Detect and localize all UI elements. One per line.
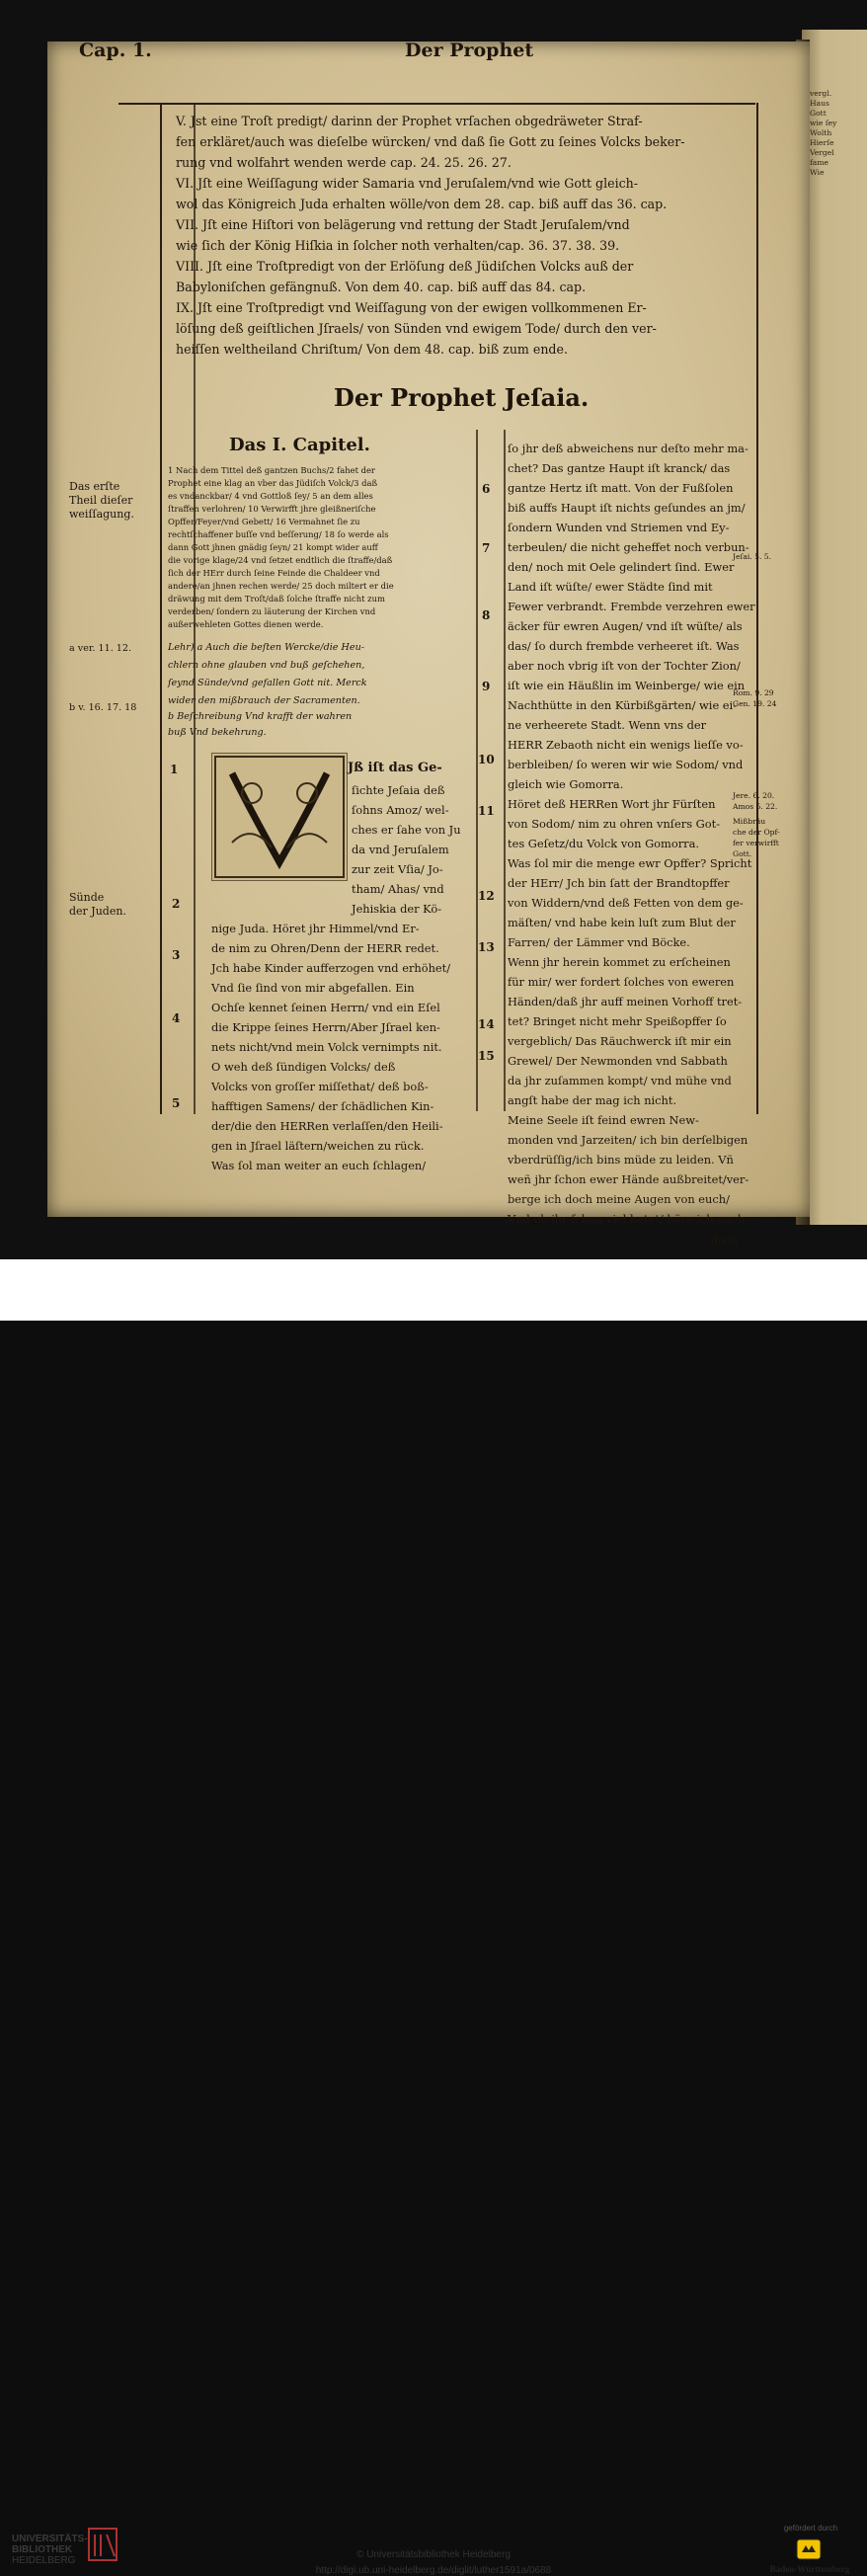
text-line: Ochſe kennet ſeinen Herrn/ vnd ein Eſel [211,1001,440,1014]
verse-number: 8 [482,608,491,622]
text-line: Jß iſt das Ge- [348,761,442,775]
text-line: Händen/daß jhr auff meinen Vorhoff tret- [508,995,743,1008]
facing-page-fragment-text: vergl. Haus Gott wie ſey Wolth Hierſe Vergel fame Wie [810,89,837,177]
text-line: hafftigen Samens/ der ſchädlichen Kin- [211,1099,434,1113]
text-line: chet? Das gantze Haupt iſt kranck/ das [508,461,731,475]
running-header-chapter: Cap. 1. [79,40,152,61]
margin-ref-jesai: Jeſai. 5. 5. [733,552,772,561]
summary-line: rung vnd wolfahrt wenden werde cap. 24. 25. 26. 27. [176,155,512,170]
verse-number: 3 [172,948,181,962]
text-line: nets nicht/vnd mein Volck vernimpts nit. [211,1040,442,1054]
note-line: chlern ohne glauben vnd buß geſchehen, [168,660,365,671]
margin-ref-rom [733,687,776,709]
margin-line: che der Opf- [733,828,780,837]
text-line: Was ſol man weiter an euch ſchlagen/ [211,1159,427,1172]
margin-line: Gen. 19. 24 [733,699,777,708]
verse-number: 2 [172,897,181,911]
summary-line: löſung deß geiſtlichen Jſraels/ von Sünden vnd ewigem Tode/ durch den ver- [176,321,657,336]
margin-missbrauch [733,816,780,859]
permalink-url[interactable]: http://digi.ub.uni-heidelberg.de/diglit/luther1591a/0688 [315,2565,552,2576]
argument-line: ſtraffen verlohren/ 10 Verwirfft jhre gleißneriſche [168,504,376,514]
copyright-text: © Universitätsbibliothek Heidelberg [356,2549,511,2560]
sponsor-label: gefördert durch [783,2524,838,2533]
text-line: weñ jhr ſchon ewer Hände außbreitet/ver- [508,1172,749,1186]
summary-line: IX. Jſt eine Troſtpredigt vnd Weiſſagung von der ewigen vollkommenen Er- [176,300,647,315]
column-divider-right [504,430,506,1111]
library-name-line: HEIDELBERG [12,2555,76,2566]
text-line: biß auffs Haupt iſt nichts geſundes an jm/ [508,501,746,515]
scan-viewer [0,0,867,1259]
argument-line: die vorige klage/24 vnd ſetzet endtlich die ſtraffe/daß [168,555,393,565]
verse-number: 13 [478,940,495,954]
viewer-footer [0,1259,867,2576]
margin-line: weiſſagung. [69,508,134,521]
text-line: Jehiskia der Kö- [352,902,442,916]
text-line: ne verheerete Stadt. Wenn vns der [508,718,707,732]
text-line: da vnd Jeruſalem [352,843,449,856]
verse-number: 15 [478,1049,495,1063]
text-line: angſt habe der mag ich nicht. [508,1093,677,1107]
column-divider-left [476,430,478,1111]
text-line: Jch habe Kinder aufferzogen vnd erhöhet/ [211,961,451,975]
text-line: Fewer verbrandt. Frembde verzehren ewer [508,600,755,613]
summary-line: VII. Jſt eine Hiſtori von belägerung vnd rettung der Stadt Jeruſalem/vnd [176,217,630,232]
verse-number: 6 [482,482,491,496]
summary-line: wol das Königreich Juda erhalten wölle/von dem 28. cap. biß auff das 36. cap. [176,197,668,211]
argument-line: ſich der HErr durch ſeine Feinde die Chaldeer vnd [168,568,380,578]
verse-number: 14 [478,1017,495,1031]
text-line: das/ ſo durch frembde verheeret iſt. Was [508,639,740,653]
text-line: mäſten/ vnd habe kein luſt zum Blut der [508,916,736,929]
summary-line: fen erkläret/auch was dieſelbe würcken/ vnd daß ſie Gott zu ſeines Volcks beker- [176,134,685,149]
margin-line: Mißbräu [733,817,766,826]
argument-line: es vndanckbar/ 4 vnd Gottloß ſey/ 5 an dem alles [168,491,373,501]
text-line: ſo jhr deß abweichens nur deſto mehr ma- [508,442,749,455]
summary-line: wie ſich der König Hiſkia in ſolcher noth verhalten/cap. 36. 37. 38. 39. [176,238,620,253]
facing-page-edge [802,30,867,1225]
margin-ref-a: a ver. 11. 12. [69,643,132,654]
text-line: äcker für ewren Augen/ vnd iſt wüſte/ als [508,619,743,633]
text-line: ſichte Jeſaia deß [352,783,445,797]
margin-ref-jere [733,790,777,812]
verse-number: 7 [482,541,491,555]
note-line: wider den mißbrauch der Sacramenten. [168,695,360,706]
text-line: die Krippe ſeines Herrn/Aber Jſrael ken- [211,1020,440,1034]
argument-line: Prophet eine klag an vber das Jüdiſch Volck/3 daß [168,478,378,488]
text-line: berge ich doch meine Augen von euch/ [508,1192,730,1206]
verse-number: 10 [478,753,495,766]
sponsor-name[interactable]: Baden-Württemberg [769,2564,850,2574]
summary-line: Babyloniſchen gefängnuß. Von dem 40. cap. biß auff das 84. cap. [176,280,587,294]
text-line: nige Juda. Höret jhr Himmel/vnd Er- [211,922,420,935]
verse-number: 11 [478,804,495,818]
text-line: tet? Bringet nicht mehr Speißopffer ſo [508,1014,727,1028]
text-line: gleich wie Gomorra. [508,777,624,791]
text-line: monden vnd Jarzeiten/ ich bin derſelbigen [508,1133,749,1147]
margin-das-erste-theil [69,480,134,522]
argument-line: verderben/ ſondern zu läuterung der Kirchen vnd [168,606,376,616]
text-line: Wenn jhr herein kommet zu erſcheinen [508,955,731,969]
argument-line: dann Gott jhnen gnädig ſeyn/ 21 kompt wider auff [168,542,378,552]
margin-ref-b: b v. 16. 17. 18 [69,702,137,713]
verse-number: 9 [482,680,491,693]
note-line: Lehr) a Auch die beſten Wercke/die Heu- [168,642,364,653]
text-line: gen in Jſrael läſtern/weichen zu rück. [211,1139,425,1153]
text-line: Farren/ der Lämmer vnd Böcke. [508,935,690,949]
running-header-title: Der Prophet [405,40,534,61]
text-line: von Widdern/vnd deß Fetten von dem ge- [508,896,744,910]
argument-line: andere/an jhnen rechen werde/ 25 doch miltert er die [168,581,394,591]
text-line: gantze Hertz iſt matt. Von der Fußſolen [508,481,734,495]
text-line: HERR Zebaoth nicht ein wenigs lieſſe vo- [508,738,744,752]
argument-line: rechtſchaffener buſſe vnd beſſerung/ 18 ſo werde als [168,529,389,539]
text-line: aber noch vbrig iſt von der Tochter Zion/ [508,659,741,673]
ornamental-initial-v [211,753,348,881]
argument-line: Opffer/Feyer/vnd Gebett/ 16 Vermahnet ſie zu [168,517,360,526]
text-line: Was ſol mir die menge ewr Opffer? Spricht [508,856,752,870]
text-line: tes Geſetz/du Volck von Gomorra. [508,837,699,850]
catchword: doch [711,1235,738,1248]
library-name-line: UNIVERSITÄTS- [12,2534,88,2544]
text-line: de nim zu Ohren/Denn der HERR redet. [211,941,439,955]
text-line: Höret deß HERRen Wort jhr Fürſten [508,797,716,811]
text-line: von Sodom/ nim zu ohren vnſers Got- [508,817,721,831]
text-line: zur zeit Vſia/ Jo- [352,862,443,876]
right-margin-rule [756,103,758,1114]
verse-number: 4 [172,1011,181,1025]
state-crest-icon [796,2538,822,2560]
text-line: vergeblich/ Das Räuchwerck iſt mir ein [508,1034,732,1048]
margin-line: Gott. [733,849,752,858]
text-line: ches er ſahe von Ju [352,823,461,837]
text-line: tham/ Ahas/ vnd [352,882,444,896]
text-line: Vnd ob jhr ſchon viel betet/ höre ich euch [508,1212,746,1226]
text-line: Nachthütte in den Kürbißgärten/ wie ei- [508,698,738,712]
margin-line: Amos 5. 22. [733,802,778,811]
text-line: berbleiben/ ſo weren wir wie Sodom/ vnd [508,758,744,771]
text-line: terbeulen/ die nicht geheffet noch verbun- [508,540,749,554]
margin-line: Rom. 9. 29 [733,688,774,697]
text-line: da jhr zuſammen kompt/ vnd mühe vnd [508,1074,732,1087]
argument-line: außerwehleten Gottes dienen werde. [168,619,324,629]
text-line: O weh deß ſündigen Volcks/ deß [211,1060,396,1074]
header-rule [118,103,755,105]
text-line: Volcks von groſſer miſſethat/ deß boß- [211,1080,429,1093]
margin-line: Theil dieſer [69,494,133,507]
text-line: iſt wie ein Häußlin im Weinberge/ wie ein [508,679,746,692]
margin-suende [69,891,126,919]
verse-number: 1 [170,763,179,776]
text-line: ſondern Wunden vnd Striemen vnd Ey- [508,521,730,534]
text-line: Meine Seele iſt feind ewren New- [508,1113,699,1127]
margin-line: der Juden. [69,905,126,918]
text-line: vberdrüſſig/ich bins müde zu leiden. Vñ [508,1153,734,1167]
margin-line: fer verwirfft [733,839,779,847]
argument-line: dräwung mit dem Troſt/daß ſolche ſtraffe nicht zum [168,594,385,604]
note-line: ſeynd Sünde/vnd gefallen Gott nit. Merck [168,678,367,688]
text-line: ſohns Amoz/ wel- [352,803,449,817]
text-line: der/die den HERRen verlaſſen/den Heili- [211,1119,443,1133]
summary-line: VI. Jſt eine Weiſſagung wider Samaria vnd Jeruſalem/vnd wie Gott gleich- [176,176,639,191]
verse-number: 12 [478,889,495,903]
note-line: buß Vnd bekehrung. [168,727,267,738]
text-line: für mir/ wer fordert ſolches von eweren [508,975,735,989]
summary-line: V. Jst eine Troſt predigt/ darinn der Prophet vrſachen obgedräweter Straf- [176,114,643,128]
margin-line: Das erſte [69,480,120,493]
text-line: den/ noch mit Oele gelindert ſind. Ewer [508,560,735,574]
summary-line: VIII. Jſt eine Troſtpredigt von der Erlöſung deß Jüdiſchen Volcks auß der [176,259,634,274]
ornament-icon [212,754,347,880]
left-margin-rule [160,103,162,1114]
chapter-title: Das I. Capitel. [229,435,370,455]
text-line: der HErr/ Jch bin ſatt der Brandtopffer [508,876,730,890]
library-name-line: BIBLIOTHEK [12,2544,73,2555]
margin-line: Sünde [69,891,105,904]
text-line: Vnd ſie ſind von mir abgefallen. Ein [211,981,415,995]
summary-line: heiſſen weltheiland Chriſtum/ Von dem 48. cap. biß zum ende. [176,342,568,357]
note-line: b Beſchreibung Vnd krafft der wahren [168,711,353,722]
margin-line: Jere. 6. 20. [733,791,775,800]
verse-number: 5 [172,1096,181,1110]
text-line: Land iſt wüſte/ ewer Städte ſind mit [508,580,713,594]
argument-line: 1 Nach dem Tittel deß gantzen Buchs/2 fahet der [168,465,375,475]
book-title: Der Prophet Jeſaia. [334,383,590,412]
text-line: Grewel/ Der Newmonden vnd Sabbath [508,1054,728,1068]
